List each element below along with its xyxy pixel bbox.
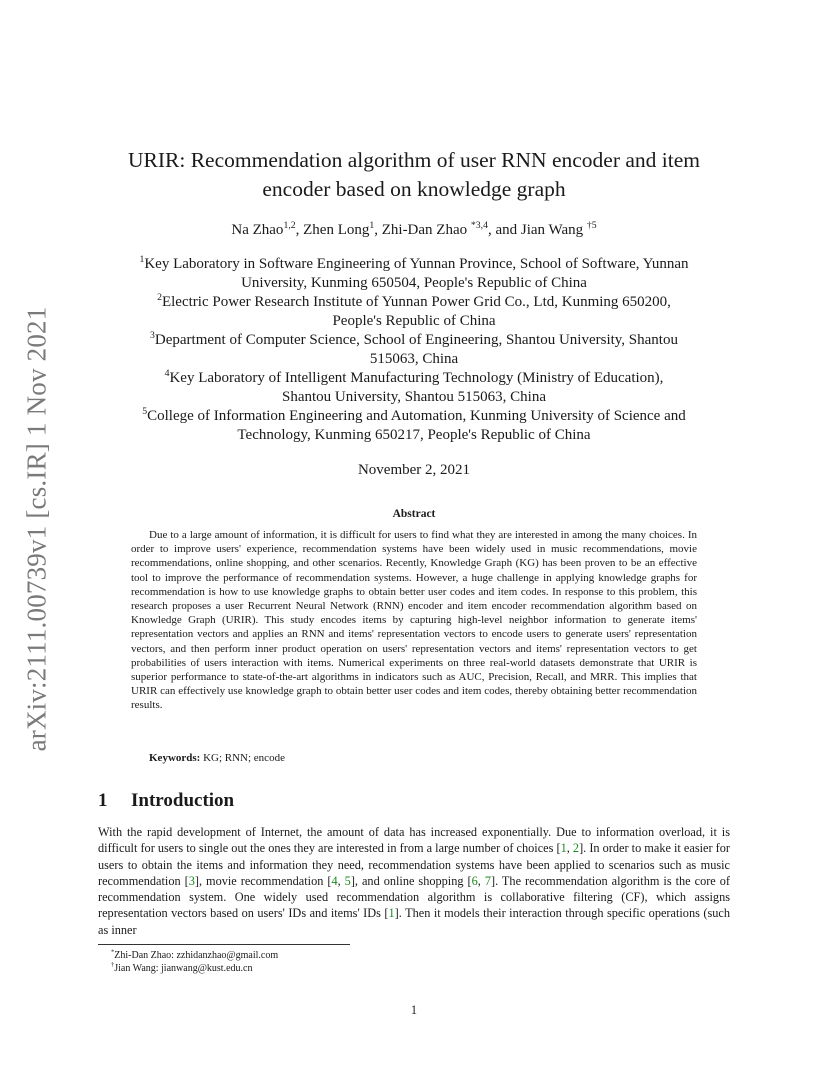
affiliation-line: Key Laboratory of Intelligent Manufacturing Technology (Ministry of Education), — [169, 370, 664, 386]
affiliation-line: Key Laboratory in Software Engineering of Yunnan Province, School of Software, Yunnan — [144, 256, 689, 272]
author-separator: , and — [487, 222, 521, 238]
intro-text: ]. The recommendation algorithm is the core of recommendation system. One widely used recommendation algorithm is collaborative filtering (CF), which assigns representation vectors based on users' IDs and items' IDs [ — [98, 873, 730, 921]
citation-link[interactable]: 6 — [471, 873, 478, 888]
footnote — [111, 963, 278, 976]
paper-title — [90, 146, 738, 204]
affiliation — [90, 293, 738, 312]
citation-link[interactable]: 4 — [331, 873, 338, 888]
affiliation-line: Electric Power Research Institute of Yunnan Power Grid Co., Ltd, Kunming 650200, — [161, 294, 671, 310]
affiliation-line: People's Republic of China — [332, 313, 496, 329]
author-separator: , — [295, 222, 304, 238]
author-affil-mark: 1 — [369, 220, 375, 231]
intro-text: , — [566, 841, 573, 856]
intro-text: ]. In order to make it easier for users to obtain the items and information they need, recommendation systems have been applied to scenarios such as music recommendation [ — [98, 841, 730, 888]
footnote-text: Jian Wang: jianwang@kust.edu.cn — [114, 962, 253, 974]
affiliation-mark: 3 — [150, 330, 155, 341]
section-heading — [98, 790, 234, 812]
author-name: Zhi-Dan Zhao — [381, 222, 471, 238]
author-affil-mark: 1,2 — [283, 220, 296, 231]
intro-text: ], movie recommendation [ — [194, 873, 332, 888]
affiliation-line: Department of Computer Science, School of Engineering, Shantou University, Shantou — [154, 332, 678, 348]
arxiv-identifier — [18, 298, 56, 760]
citation-link[interactable]: 7 — [484, 873, 491, 888]
affiliation-mark: 4 — [164, 368, 170, 379]
page-number: 1 — [410, 1003, 418, 1017]
footnote-text: Zhi-Dan Zhao: zzhidanzhao@gmail.com — [114, 950, 279, 961]
keywords-value: KG; RNN; encode — [200, 752, 285, 764]
author-separator: , — [374, 222, 382, 238]
abstract-heading: Abstract — [392, 508, 436, 520]
affiliation-mark: 5 — [142, 406, 148, 417]
affiliation — [90, 331, 738, 350]
keywords-label: Keywords: — [149, 752, 201, 764]
author-affil-mark: †5 — [586, 220, 597, 231]
intro-paragraph — [98, 824, 730, 938]
affiliation-line: 515063, China — [369, 351, 459, 367]
intro-text: , — [337, 873, 345, 888]
affiliation-line: College of Information Engineering and Automation, Kunming University of Science and — [147, 408, 686, 424]
citation-link[interactable]: 1 — [560, 841, 567, 856]
affiliation — [90, 369, 738, 388]
affiliation-line: Technology, Kunming 650217, People's Republic of China — [237, 427, 591, 443]
author-name: Zhen Long — [303, 222, 370, 238]
author-affil-mark: *3,4 — [470, 220, 488, 231]
footnote-rule — [98, 944, 350, 945]
affiliation — [90, 255, 738, 274]
author-name: Jian Wang — [520, 222, 587, 238]
footnotes — [111, 950, 278, 976]
section-title: Introduction — [131, 790, 235, 811]
author-list — [90, 222, 738, 239]
author-name: Na Zhao — [231, 222, 284, 238]
intro-text: , — [477, 873, 485, 888]
title-line-1: URIR: Recommendation algorithm of user RNN encoder and item — [127, 148, 700, 172]
title-line-2: encoder based on knowledge graph — [262, 177, 566, 201]
citation-link[interactable]: 1 — [388, 906, 395, 921]
intro-text: With the rapid development of Internet, the amount of data has increased exponentially. Due to information overload, it is difficult for users to single out the ones they are interested in from a large number of choices [ — [98, 825, 730, 856]
footnote-mark: † — [111, 961, 115, 969]
affiliation-line: University, Kunming 650504, People's Republic of China — [241, 275, 587, 291]
intro-text: ]. Then it models their interaction through specific operations (such as inner — [98, 906, 731, 937]
footnote — [111, 950, 278, 963]
publication-date: November 2, 2021 — [357, 462, 471, 478]
footnote-mark: * — [111, 948, 115, 956]
citation-link[interactable]: 3 — [188, 873, 195, 888]
affiliation-mark: 2 — [157, 292, 162, 303]
intro-text: ], and online shopping [ — [350, 873, 472, 888]
affiliation-list — [90, 255, 738, 445]
citation-link[interactable]: 5 — [344, 873, 351, 888]
affiliation — [90, 407, 738, 426]
keywords — [149, 752, 285, 764]
arxiv-identifier-text: arXiv:2111.00739v1 [cs.IR] 1 Nov 2021 — [21, 306, 52, 752]
affiliation-line: Shantou University, Shantou 515063, China — [281, 389, 547, 405]
citation-link[interactable]: 2 — [572, 841, 580, 856]
section-number: 1 — [98, 790, 108, 811]
abstract-body: Due to a large amount of information, it is difficult for users to find what they are interested in among the many choices. In order to improve users' experience, recommendation systems have been widely used in music recommendations, movie recommendations, online shopping, and other scenarios. Recently, Knowledge Graph (KG) has been proven to be an effective tool to improve the performance of recommendation systems. However, a huge challenge in applying knowledge graphs for recommendation is how to use knowledge graphs to obtain better user codes and item codes. In response to this problem, this research proposes a user Recurrent Neural Network (RNN) encoder and item encoder recommendation algorithm based on Knowledge Graph (URIR). This study encodes items by capturing high-level neighbor information to generate items' representation vectors and applies an RNN and items' representation vectors to encode users to generate users' representation vectors, and then perform inner product operation on users' representation vectors and items' representation vectors to get probabilities of users interaction with items. Numerical experiments on three real-world datasets demonstrate that URIR is superior performance to state-of-the-art algorithms in indicators such as AUC, Precision, Recall, and MRR. This implies that URIR can effectively use knowledge graph to obtain better user codes and item codes, thereby obtaining better recommendation results. — [131, 529, 697, 712]
affiliation-mark: 1 — [139, 254, 145, 265]
